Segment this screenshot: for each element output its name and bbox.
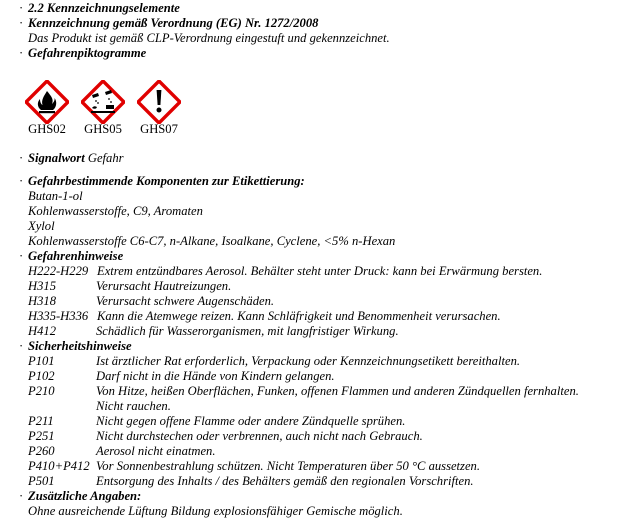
precaution-text: Entsorgung des Inhalts / des Behälters gemäß den regionalen Vorschriften. bbox=[96, 474, 474, 488]
bullet: · bbox=[19, 174, 24, 188]
bullet: · bbox=[19, 339, 24, 353]
signalword-text bbox=[28, 151, 124, 166]
bullet: · bbox=[19, 16, 24, 30]
precaution-code: P251 bbox=[28, 429, 55, 443]
hazard-text: Verursacht Hautreizungen. bbox=[96, 279, 232, 293]
precaution-code: P101 bbox=[28, 354, 55, 368]
hazard-text: Kann die Atemwege reizen. Kann Schläfrigkeit und Benommenheit verursachen. bbox=[97, 309, 501, 323]
component-name: Butan-1-ol bbox=[28, 189, 83, 203]
ghs02-flame-icon bbox=[25, 80, 69, 124]
component-name: Kohlenwasserstoffe, C9, Aromaten bbox=[28, 204, 203, 218]
precaution-code: P501 bbox=[28, 474, 55, 488]
bullet: · bbox=[19, 1, 24, 15]
precaution-text: Ist ärztlicher Rat erforderlich, Verpackung oder Kennzeichnungsetikett bereithalten. bbox=[96, 354, 521, 368]
precaution-text: Vor Sonnenbestrahlung schützen. Nicht Temperaturen über 50 °C aussetzen. bbox=[96, 459, 480, 473]
precaution-text: Von Hitze, heißen Oberflächen, Funken, offenen Flammen und anderen Zündquellen fernhalten. bbox=[96, 384, 579, 398]
additional-text: Ohne ausreichende Lüftung Bildung explosionsfähiger Gemische möglich. bbox=[28, 504, 403, 518]
bullet: · bbox=[19, 151, 24, 165]
component-name: Xylol bbox=[28, 219, 55, 233]
precaution-text: Nicht durchstechen oder verbrennen, auch nicht nach Gebrauch. bbox=[96, 429, 423, 443]
hazard-code: H412 bbox=[28, 324, 56, 338]
bullet: · bbox=[19, 489, 24, 503]
hazard-text: Schädlich für Wasserorganismen, mit langfristiger Wirkung. bbox=[96, 324, 399, 338]
component-name: Kohlenwasserstoffe C6-C7, n-Alkane, Isoalkane, Cyclene, <5% n-Hexan bbox=[28, 234, 396, 248]
hazard-statements-heading: Gefahrenhinweise bbox=[28, 249, 124, 263]
precaution-text: Darf nicht in die Hände von Kindern gelangen. bbox=[96, 369, 335, 383]
signalword-value: Gefahr bbox=[87, 151, 124, 165]
pictogram-code: GHS05 bbox=[84, 122, 122, 136]
pictogram-code: GHS02 bbox=[28, 122, 66, 136]
precaution-text: Nicht rauchen. bbox=[96, 399, 171, 413]
pictograms-heading: Gefahrenpiktogramme bbox=[28, 46, 147, 60]
ghs05-corrosion-icon bbox=[81, 80, 125, 124]
precaution-text: Aerosol nicht einatmen. bbox=[96, 444, 216, 458]
precaution-code: P410+P412 bbox=[28, 459, 90, 473]
components-heading: Gefahrbestimmende Komponenten zur Etikettierung: bbox=[28, 174, 305, 188]
hazard-text: Extrem entzündbares Aerosol. Behälter steht unter Druck: kann bei Erwärmung bersten. bbox=[97, 264, 543, 278]
precaution-code: P102 bbox=[28, 369, 55, 383]
precaution-code: P260 bbox=[28, 444, 55, 458]
ghs07-exclamation-icon bbox=[137, 80, 181, 124]
hazard-text: Verursacht schwere Augenschäden. bbox=[96, 294, 275, 308]
pictogram-code: GHS07 bbox=[140, 122, 178, 136]
precaution-code: P211 bbox=[28, 414, 54, 428]
hazard-code: H335-H336 bbox=[28, 309, 89, 323]
bullet: · bbox=[19, 46, 24, 60]
regulation-subheading: Kennzeichnung gemäß Verordnung (EG) Nr. 1272/2008 bbox=[28, 16, 319, 30]
hazard-code: H318 bbox=[28, 294, 56, 308]
signalword-label: Signalwort bbox=[28, 151, 85, 165]
precautionary-statements-heading: Sicherheitshinweise bbox=[28, 339, 132, 353]
precaution-code: P210 bbox=[28, 384, 55, 398]
intro-text: Das Produkt ist gemäß CLP-Verordnung eingestuft und gekennzeichnet. bbox=[28, 31, 390, 45]
hazard-code: H222-H229 bbox=[28, 264, 89, 278]
additional-heading: Zusätzliche Angaben: bbox=[28, 489, 142, 503]
precaution-text: Nicht gegen offene Flamme oder andere Zündquelle sprühen. bbox=[96, 414, 406, 428]
bullet: · bbox=[19, 249, 24, 263]
section-heading: 2.2 Kennzeichnungselemente bbox=[28, 1, 180, 15]
hazard-code: H315 bbox=[28, 279, 56, 293]
